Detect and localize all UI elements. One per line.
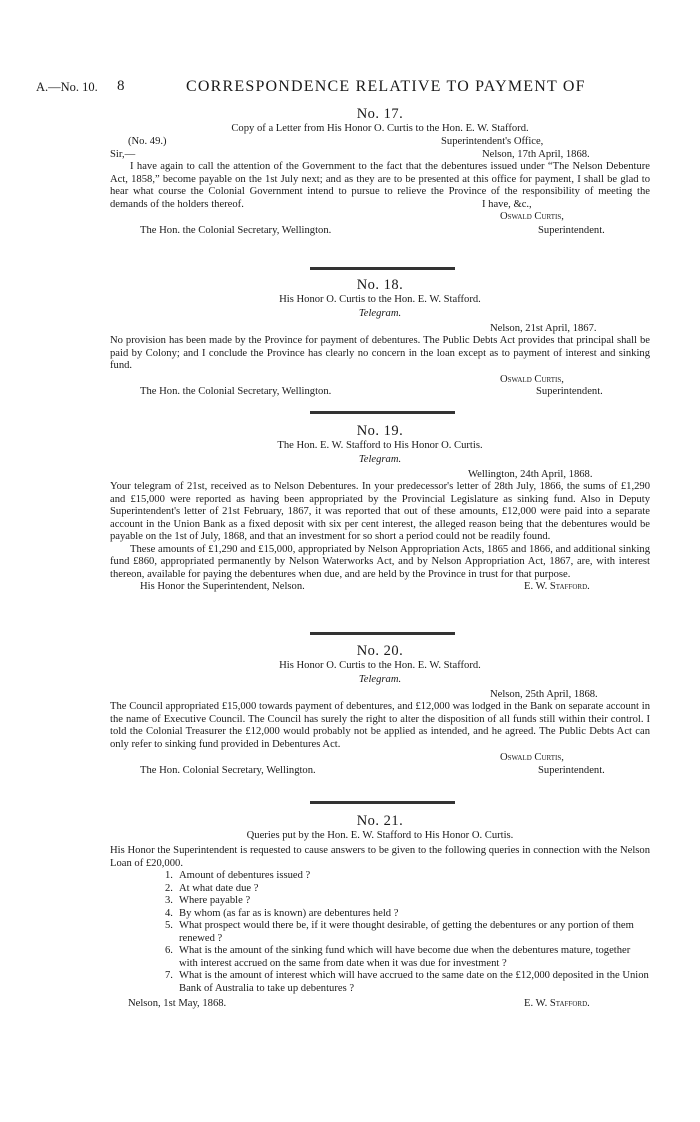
telegram-body: The Council appropriated £15,000 towards payment of debentures, and £12,000 was lodged in the Bank on separate account in the name of Executive Council. The Council has surely the right to alter the disposition of all funds still within their control. I told the Colonial Treasurer the £12,000 would probably not be applied as intended, and he agreed. The Public Debts Act can only refer to sinking fund provided in Debentures Act.: [110, 701, 650, 750]
section-number: No. 21.: [356, 813, 404, 829]
section-no-19: [110, 425, 650, 594]
query-text: What prospect would there be, if it were thought desirable, of getting the debentures or any portion of them renewed ?: [179, 920, 634, 944]
addressee: The Hon. Colonial Secretary, Wellington.: [140, 764, 316, 776]
section-divider: [310, 411, 455, 414]
signature: Oswald Curtis,: [500, 373, 564, 385]
section-no-20: [110, 645, 650, 777]
telegram-body-paragraph-2: These amounts of £1,290 and £15,000, appropriated by Nelson Appropriation Acts, 1865 and 1866, and additional sinking fund £860, appropriated permanently by Nelson Waterworks Act, and by Nelson Appropriation Act, 1867, are, with interest thereon, available for paying the debentures when due, and are held by the Province in trust for that purpose.: [110, 543, 650, 580]
query-item: [165, 895, 650, 908]
query-number: 5.: [165, 920, 173, 931]
query-number: 7.: [165, 970, 173, 981]
section-heading: His Honor O. Curtis to the Hon. E. W. Stafford.: [279, 659, 481, 671]
signature: Oswald Curtis,: [500, 211, 564, 222]
signature-title: Superintendent.: [538, 224, 605, 236]
place-date: Nelson, 17th April, 1868.: [482, 148, 590, 160]
query-number: 6.: [165, 945, 173, 956]
query-item: [165, 908, 650, 921]
place-date: Wellington, 24th April, 1868.: [468, 468, 593, 480]
section-heading: His Honor O. Curtis to the Hon. E. W. Stafford.: [279, 293, 481, 305]
query-text: At what date due ?: [179, 882, 259, 894]
query-text: Where payable ?: [179, 895, 251, 906]
telegram-body: No provision has been made by the Province for payment of debentures. The Public Debts Act provides that principal shall be paid by Colony; and I conclude the Province has clearly no concern in the loan except as to payment of interest and sinking fund.: [110, 335, 650, 371]
query-item: [165, 883, 650, 896]
page-number: 8: [117, 78, 125, 94]
section-divider: [310, 267, 455, 270]
place-date: Nelson, 25th April, 1868.: [490, 688, 598, 700]
query-item: [165, 920, 650, 945]
addressee: His Honor the Superintendent, Nelson.: [140, 581, 305, 592]
signature: E. W. Stafford.: [524, 998, 590, 1009]
section-heading: Copy of a Letter from His Honor O. Curtis to the Hon. E. W. Stafford.: [231, 122, 529, 134]
queries-list: [110, 870, 650, 995]
query-number: 2.: [165, 882, 173, 894]
query-text: Amount of debentures issued ?: [179, 870, 311, 881]
section-number: No. 20.: [356, 643, 404, 659]
section-no-18: [110, 279, 650, 399]
running-title: CORRESPONDENCE RELATIVE TO PAYMENT OF: [186, 78, 586, 95]
section-number: No. 17.: [356, 106, 404, 122]
section-number: No. 19.: [356, 423, 404, 439]
query-number: 3.: [165, 895, 173, 906]
query-number: 4.: [165, 907, 173, 919]
query-number: 1.: [165, 870, 173, 881]
telegram-body-paragraph-1: Your telegram of 21st, received as to Nelson Debentures. In your predecessor's letter of 28th July, 1866, the sums of £1,290 and £15,000 were reported as having been appropriated by the Provincial Legislature as sinking fund. Also in Deputy Superintendent's letter of 21st February, 1867, it was reported that out of these amounts, £12,000 were paid into a separate account in the Union Bank as a fixed deposit with six per cent interest, the alleged reason being that the debentures would be payable on the 1st of July, 1868, and that an investment for so short a period could not be readily found.: [110, 481, 650, 542]
message-type: Telegram.: [358, 308, 402, 319]
query-item: [165, 870, 650, 883]
section-heading: The Hon. E. W. Stafford to His Honor O. Curtis.: [277, 439, 483, 451]
section-no-21: [110, 815, 650, 1011]
addressee: The Hon. the Colonial Secretary, Wellington.: [140, 224, 332, 236]
message-type: Telegram.: [358, 674, 402, 685]
query-item: [165, 970, 650, 995]
addressee: The Hon. the Colonial Secretary, Wellington.: [140, 386, 332, 397]
query-text: What is the amount of the sinking fund which will have become due when the debentures mature, together with interest accrued on the same from date when it was due for investment ?: [179, 945, 631, 969]
message-type: Telegram.: [358, 454, 402, 465]
office-line: Superintendent's Office,: [441, 136, 544, 147]
place-date: Nelson, 21st April, 1867.: [490, 322, 597, 334]
section-no-17: [110, 108, 650, 237]
letter-body: I have again to call the attention of the Government to the fact that the debentures issued under “The Nelson Debenture Act, 1858,” become payable on the 1st July next; and as they are to be presented at this office for payment, I shall be glad to hear what course the Colonial Government intend to pursue to relieve the Province of the responsibility of meeting the demands of the holders thereof.: [110, 161, 650, 210]
query-item: [165, 945, 650, 970]
signature: Oswald Curtis,: [500, 752, 564, 763]
closing: I have, &c.,: [482, 198, 532, 210]
signature-title: Superintendent.: [536, 386, 603, 397]
section-number: No. 18.: [356, 277, 404, 293]
section-divider: [310, 801, 455, 804]
queries-intro: His Honor the Superintendent is requested to cause answers to be given to the following queries in connection with the Nelson Loan of £20,000.: [110, 845, 650, 869]
running-header: [0, 78, 700, 98]
section-heading: Queries put by the Hon. E. W. Stafford to His Honor O. Curtis.: [246, 829, 514, 841]
section-divider: [310, 632, 455, 635]
letter-ref-number: (No. 49.): [128, 136, 167, 147]
query-text: What is the amount of interest which will have accrued to the same date on the £12,000 deposited in the Union Bank of Australia to take up debentures ?: [179, 970, 649, 994]
signature-title: Superintendent.: [538, 764, 605, 776]
query-text: By whom (as far as is known) are debentures held ?: [179, 907, 399, 919]
salutation: Sir,—: [110, 148, 136, 160]
place-date: Nelson, 1st May, 1868.: [128, 998, 227, 1009]
document-reference: A.—No. 10.: [36, 80, 98, 94]
signature: E. W. Stafford.: [524, 581, 590, 592]
